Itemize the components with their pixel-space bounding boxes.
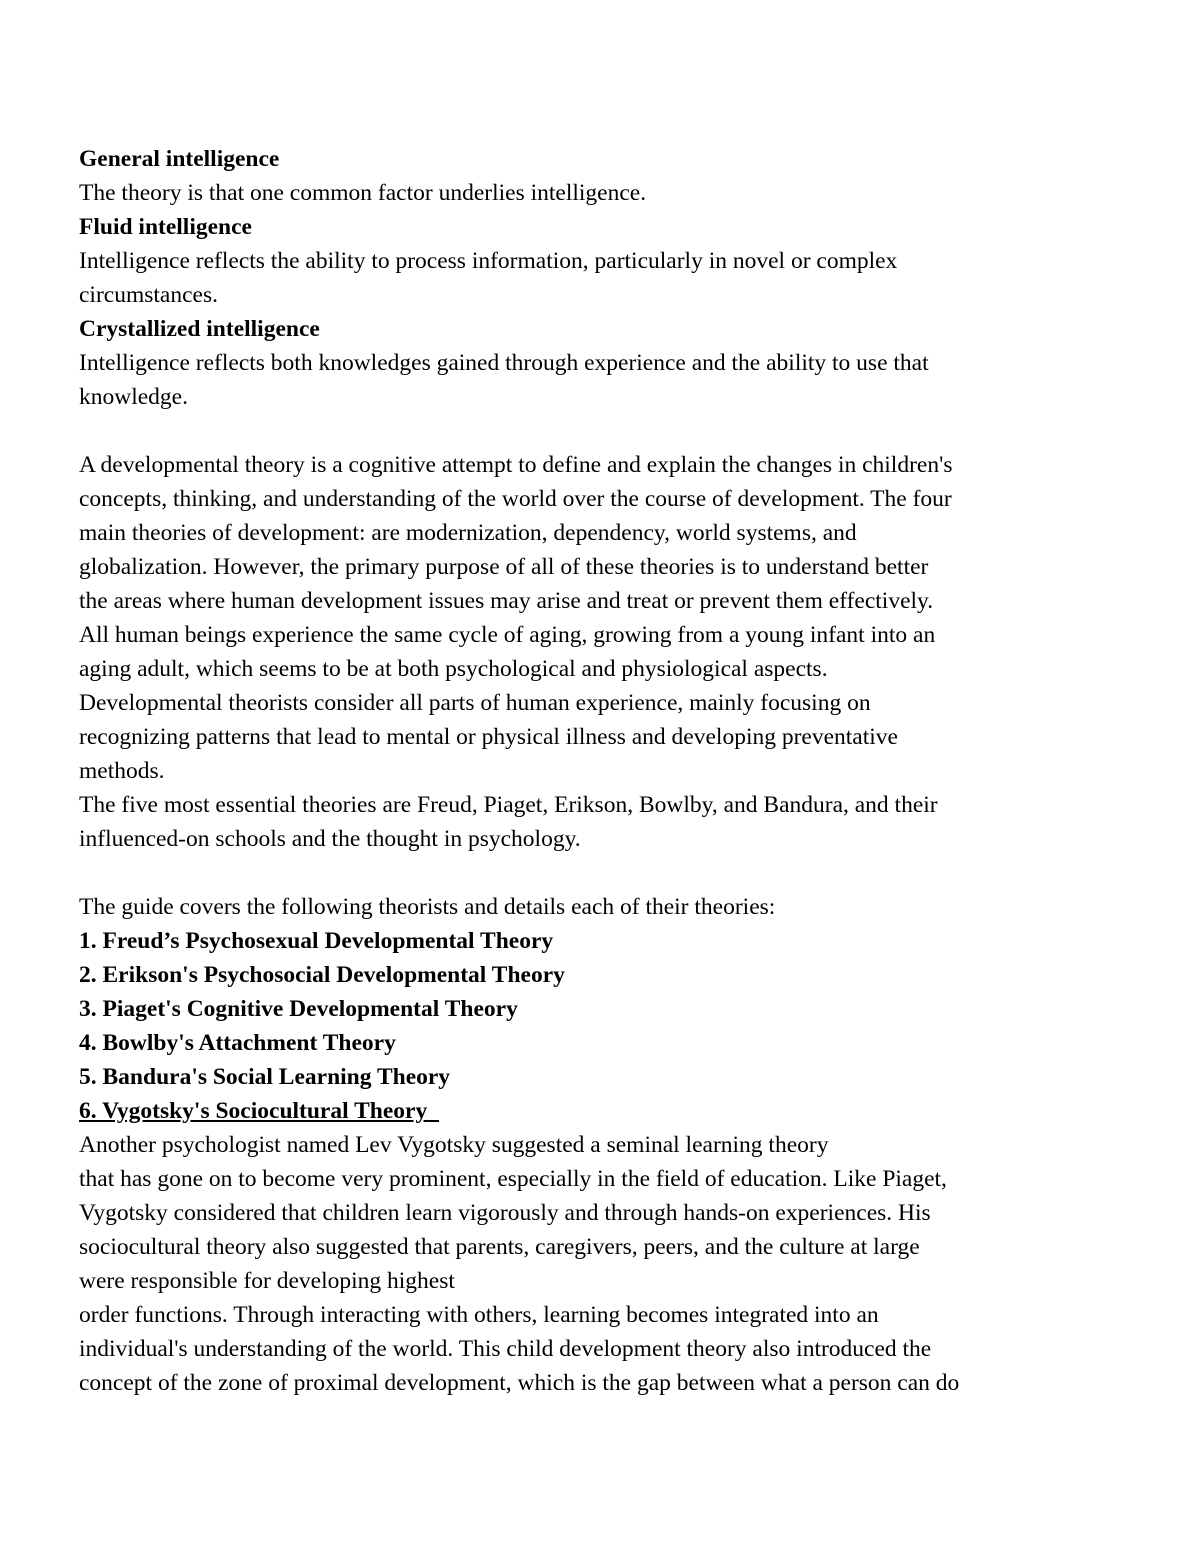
fluid-intelligence-heading: Fluid intelligence <box>79 214 252 240</box>
vygotsky-heading: 6. Vygotsky's Sociocultural Theory <box>79 1098 428 1124</box>
paragraph-line: globalization. However, the primary purpose of all of these theories is to understand better <box>79 554 929 580</box>
paragraph-line: All human beings experience the same cycle of aging, growing from a young infant into an <box>79 622 936 648</box>
guide-list-item: 2. Erikson's Psychosocial Developmental Theory <box>79 962 565 988</box>
paragraph-line: recognizing patterns that lead to mental or physical illness and developing preventative <box>79 724 898 750</box>
paragraph-line: A developmental theory is a cognitive attempt to define and explain the changes in children's <box>79 452 953 478</box>
paragraph-line: Developmental theorists consider all parts of human experience, mainly focusing on <box>79 690 871 716</box>
vygotsky-text-line: individual's understanding of the world. This child development theory also introduced the <box>79 1336 932 1362</box>
guide-list-item: 5. Bandura's Social Learning Theory <box>79 1064 451 1090</box>
vygotsky-text-line: Another psychologist named Lev Vygotsky suggested a seminal learning theory <box>79 1132 829 1158</box>
general-intelligence-heading: General intelligence <box>79 146 280 172</box>
paragraph-line: aging adult, which seems to be at both psychological and physiological aspects. <box>79 656 828 682</box>
guide-list-item-vygotsky <box>79 1094 1139 1128</box>
paragraph-spacer <box>79 856 1139 890</box>
paragraph-line: main theories of development: are modernization, dependency, world systems, and <box>79 520 857 546</box>
general-intelligence-text: The theory is that one common factor underlies intelligence. <box>79 180 647 206</box>
vygotsky-text-line: that has gone on to become very prominent, especially in the field of education. Like Piaget, <box>79 1166 947 1192</box>
paragraph-line: the areas where human development issues may arise and treat or prevent them effectively. <box>79 588 934 614</box>
paragraph-line: influenced-on schools and the thought in psychology. <box>79 826 581 852</box>
vygotsky-text-line: Vygotsky considered that children learn vigorously and through hands-on experiences. His <box>79 1200 931 1226</box>
vygotsky-text-line: were responsible for developing highest <box>79 1268 455 1294</box>
paragraph-line: The five most essential theories are Freud, Piaget, Erikson, Bowlby, and Bandura, and their <box>79 792 938 818</box>
crystallized-intelligence-text-line: Intelligence reflects both knowledges gained through experience and the ability to use that <box>79 350 929 376</box>
crystallized-intelligence-heading: Crystallized intelligence <box>79 316 320 342</box>
paragraph-line: methods. <box>79 758 165 784</box>
fluid-intelligence-text-line: Intelligence reflects the ability to process information, particularly in novel or complex <box>79 248 898 274</box>
vygotsky-text-line: concept of the zone of proximal development, which is the gap between what a person can do <box>79 1370 960 1396</box>
fluid-intelligence-text-line: circumstances. <box>79 282 218 308</box>
crystallized-intelligence-text-line: knowledge. <box>79 384 188 410</box>
paragraph-spacer <box>79 414 1139 448</box>
guide-list-item: 3. Piaget's Cognitive Developmental Theory <box>79 996 518 1022</box>
paragraph-line: concepts, thinking, and understanding of the world over the course of development. The four <box>79 486 952 512</box>
document-page <box>79 142 1139 1400</box>
guide-list-item: 1. Freud’s Psychosexual Developmental Theory <box>79 928 554 954</box>
vygotsky-text-line: sociocultural theory also suggested that parents, caregivers, peers, and the culture at large <box>79 1234 920 1260</box>
guide-intro: The guide covers the following theorists and details each of their theories: <box>79 894 776 920</box>
vygotsky-text-line: order functions. Through interacting with others, learning becomes integrated into an <box>79 1302 879 1328</box>
guide-list-item: 4. Bowlby's Attachment Theory <box>79 1030 396 1056</box>
